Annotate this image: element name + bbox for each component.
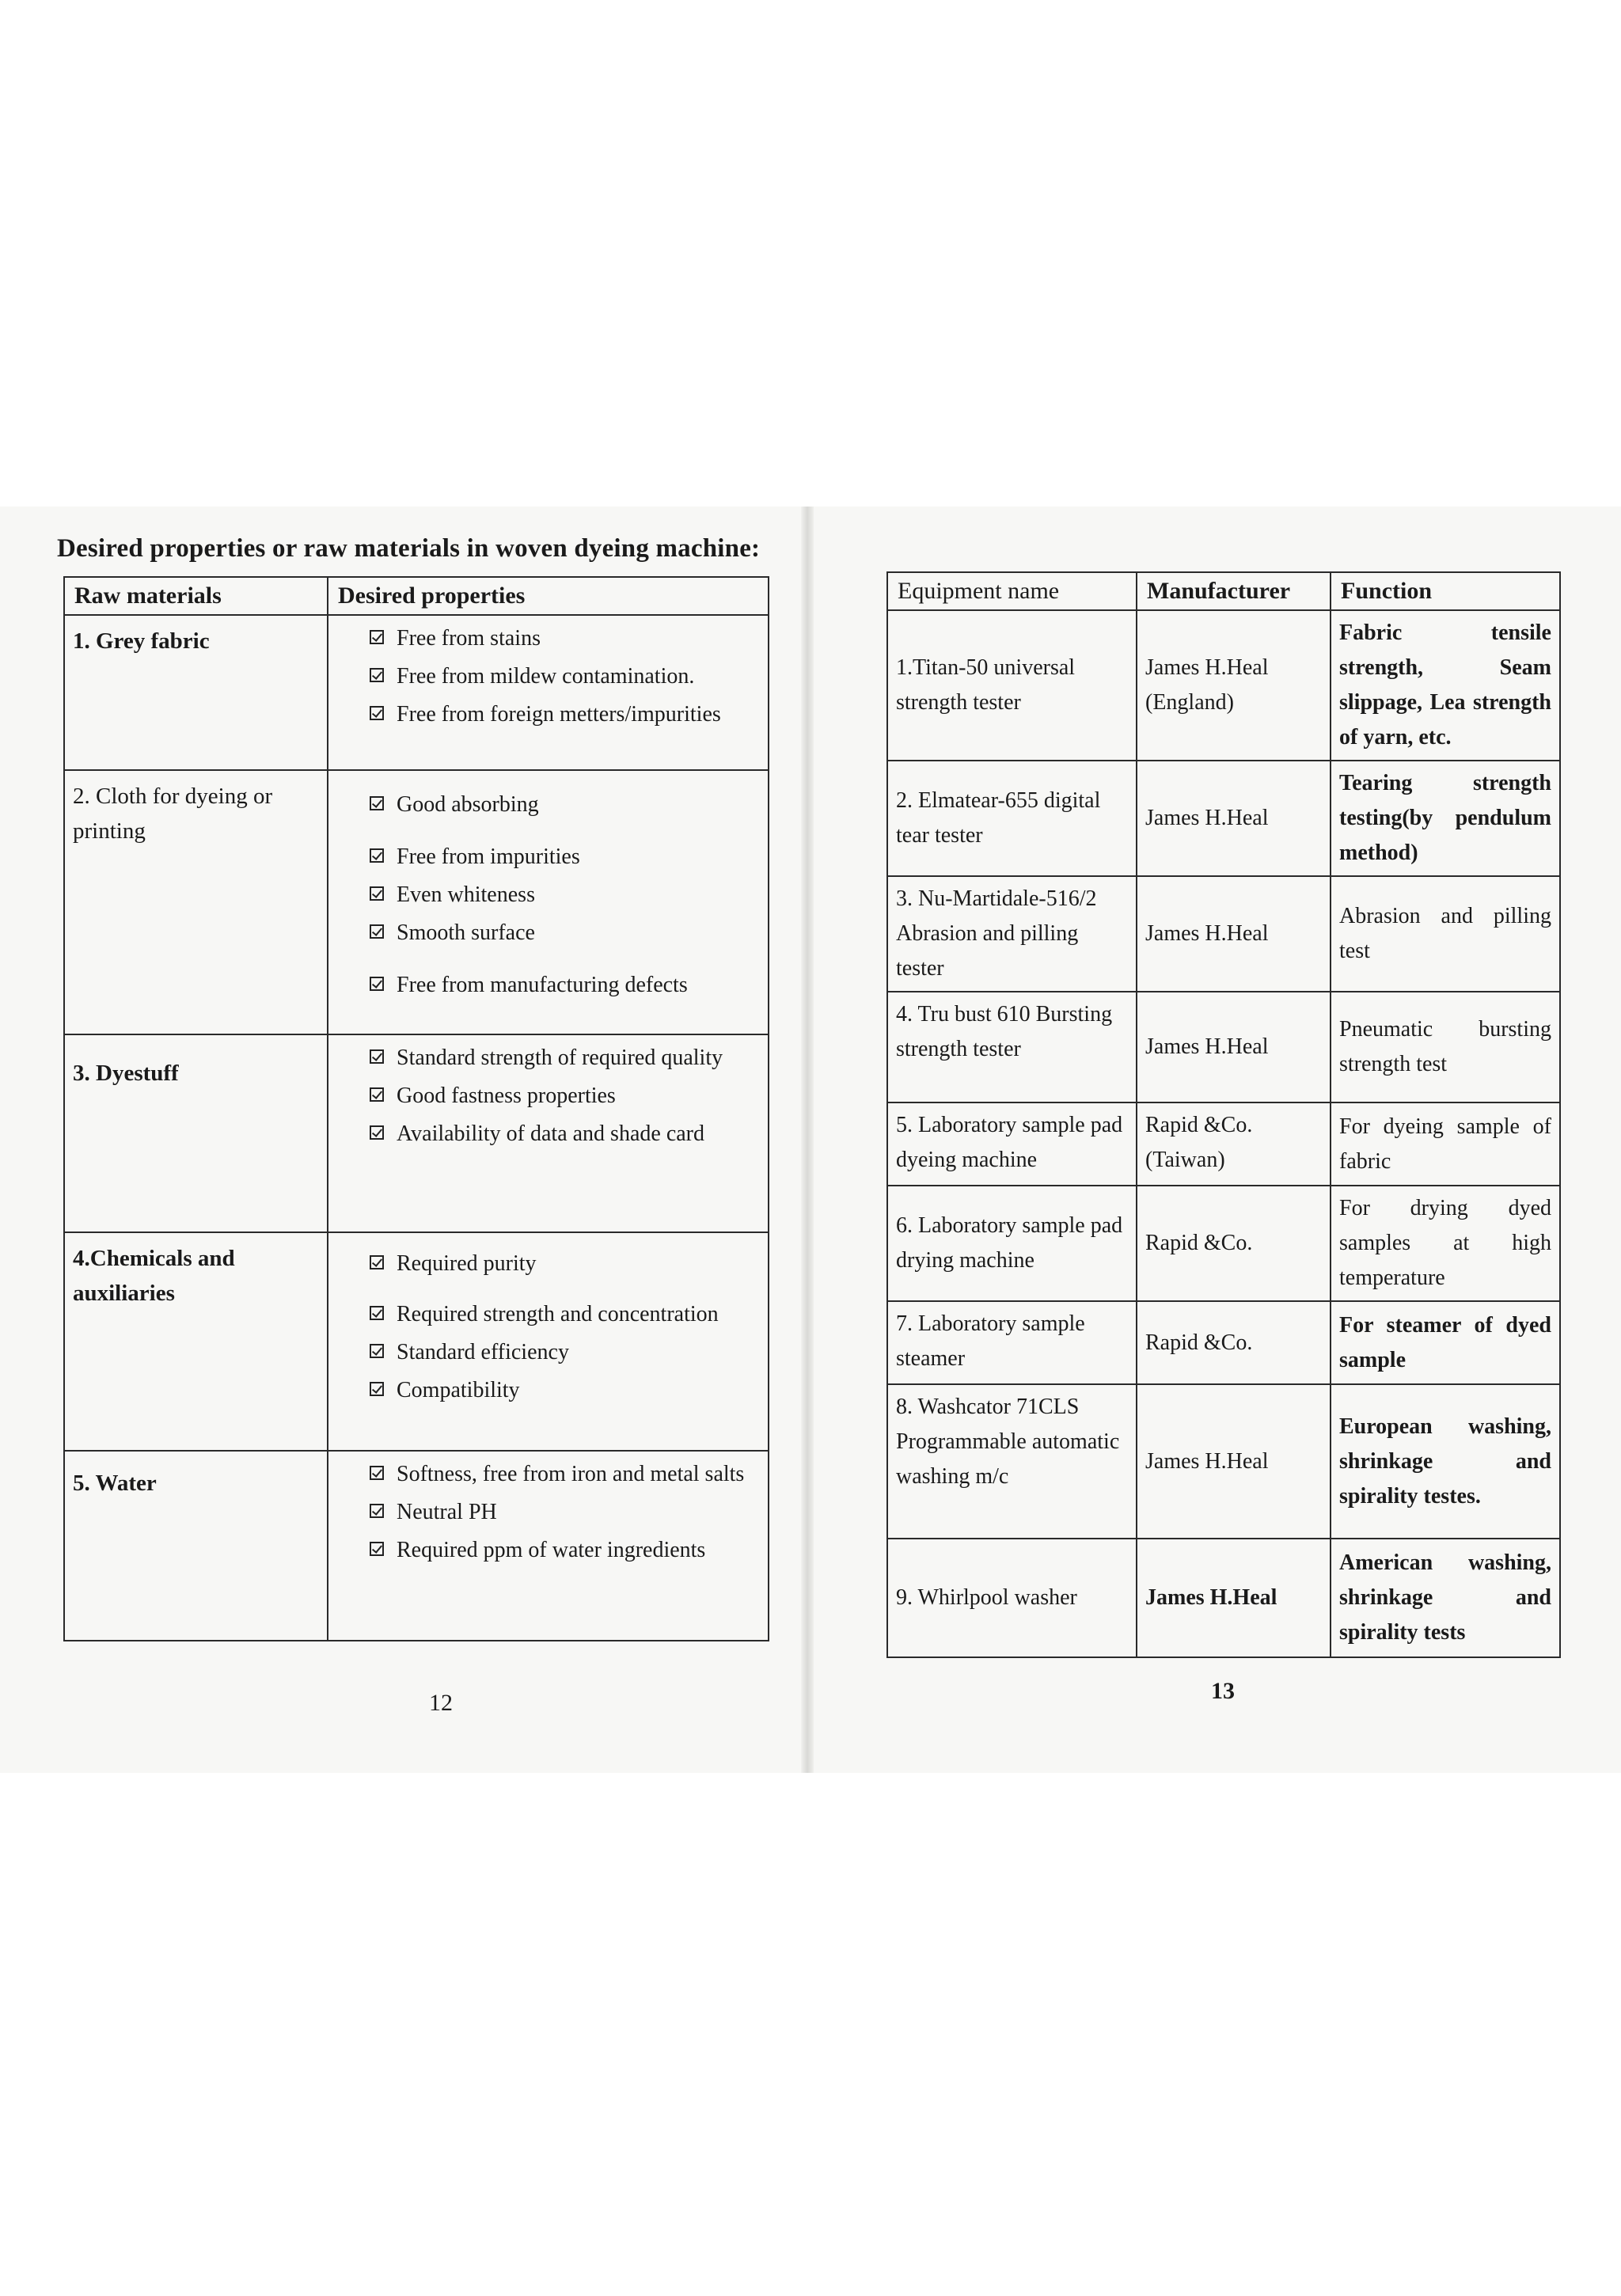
function-cell: Fabric tensile strength, Seam slippage, Lea strength of yarn, etc. [1331,610,1560,761]
property-item: Neutral PH [370,1494,760,1531]
property-item: Good absorbing [370,787,760,823]
checkbox-icon [370,1125,384,1140]
table-header-row [64,577,769,615]
material-cell: 2. Cloth for dyeing or printing [64,770,328,1034]
manufacturer-cell: Rapid &Co. [1137,1301,1331,1384]
function-cell: For dyeing sample of fabric [1331,1102,1560,1186]
checkbox-icon [370,886,384,901]
manufacturer-cell: James H.Heal [1137,876,1331,992]
table-row [887,1301,1560,1384]
table-row [887,1102,1560,1186]
properties-cell [328,615,769,770]
table-row [887,761,1560,876]
checkbox-icon [370,796,384,810]
equipment-name-cell: 7. Laboratory sample steamer [887,1301,1137,1384]
property-item: Compatibility [370,1372,760,1409]
table-row [64,1034,769,1232]
checkbox-icon [370,848,384,863]
header-desired-properties: Desired properties [328,577,769,615]
checkbox-icon [370,1344,384,1358]
properties-cell [328,1034,769,1232]
function-cell: Abrasion and pilling test [1331,876,1560,992]
equipment-name-cell: 1.Titan-50 universal strength tester [887,610,1137,761]
table-row [887,992,1560,1102]
header-equipment-name: Equipment name [887,572,1137,610]
table-row [887,1539,1560,1657]
property-item: Free from foreign metters/impurities [370,696,760,733]
page-title: Desired properties or raw materials in woven dyeing machine: [57,534,761,563]
properties-cell [328,770,769,1034]
table-header-row [887,572,1560,610]
material-cell: 4.Chemicals and auxiliaries [64,1232,328,1451]
table-row [64,615,769,770]
property-item: Standard strength of required quality [370,1040,760,1076]
manufacturer-cell: James H.Heal (England) [1137,610,1331,761]
table-row [64,1232,769,1451]
function-cell: European washing, shrinkage and spirality testes. [1331,1384,1560,1539]
property-item: Even whiteness [370,877,760,913]
checkbox-icon [370,977,384,991]
function-cell: Tearing strength testing(by pendulum method) [1331,761,1560,876]
raw-materials-table [63,576,769,1641]
function-cell: For drying dyed samples at high temperature [1331,1186,1560,1301]
table-row [887,876,1560,992]
material-cell: 1. Grey fabric [64,615,328,770]
property-item: Free from manufacturing defects [370,967,760,1004]
properties-cell [328,1451,769,1641]
manufacturer-cell: James H.Heal [1137,761,1331,876]
property-item: Required purity [370,1246,760,1282]
equipment-name-cell: 2. Elmatear-655 digital tear tester [887,761,1137,876]
equipment-name-cell: 6. Laboratory sample pad drying machine [887,1186,1137,1301]
function-cell: American washing, shrinkage and spirality tests [1331,1539,1560,1657]
book-gutter [801,507,814,1773]
manufacturer-cell: Rapid &Co. [1137,1186,1331,1301]
property-item: Required ppm of water ingredients [370,1532,760,1569]
table-row [887,1384,1560,1539]
equipment-table [886,571,1561,1658]
checkbox-icon [370,1542,384,1556]
checkbox-icon [370,1504,384,1518]
page-number-left: 12 [429,1690,453,1716]
checkbox-icon [370,1255,384,1269]
manufacturer-cell: Rapid &Co. (Taiwan) [1137,1102,1331,1186]
checkbox-icon [370,1382,384,1396]
property-item: Standard efficiency [370,1334,760,1371]
table-row [887,610,1560,761]
property-item: Required strength and concentration [370,1296,760,1333]
header-raw-materials: Raw materials [64,577,328,615]
property-item: Free from stains [370,620,760,657]
function-cell: Pneumatic bursting strength test [1331,992,1560,1102]
material-cell: 3. Dyestuff [64,1034,328,1232]
property-item: Softness, free from iron and metal salts [370,1456,760,1493]
equipment-name-cell: 3. Nu-Martidale-516/2 Abrasion and pilling tester [887,876,1137,992]
manufacturer-cell: James H.Heal [1137,992,1331,1102]
checkbox-icon [370,668,384,682]
equipment-name-cell: 5. Laboratory sample pad dyeing machine [887,1102,1137,1186]
equipment-name-cell: 8. Washcator 71CLS Programmable automatic washing m/c [887,1384,1137,1539]
checkbox-icon [370,706,384,720]
equipment-name-cell: 9. Whirlpool washer [887,1539,1137,1657]
properties-cell [328,1232,769,1451]
equipment-name-cell: 4. Tru bust 610 Bursting strength tester [887,992,1137,1102]
table-row [64,770,769,1034]
property-item: Free from impurities [370,839,760,875]
page-number-right: 13 [1211,1678,1235,1704]
checkbox-icon [370,630,384,644]
checkbox-icon [370,1049,384,1064]
manufacturer-cell: James H.Heal [1137,1384,1331,1539]
checkbox-icon [370,924,384,939]
header-manufacturer: Manufacturer [1137,572,1331,610]
property-item: Smooth surface [370,915,760,951]
table-row [64,1451,769,1641]
header-function: Function [1331,572,1560,610]
function-cell: For steamer of dyed sample [1331,1301,1560,1384]
checkbox-icon [370,1087,384,1102]
table-row [887,1186,1560,1301]
property-item: Free from mildew contamination. [370,658,760,695]
property-item: Good fastness properties [370,1078,760,1114]
property-item: Availability of data and shade card [370,1116,760,1152]
checkbox-icon [370,1306,384,1320]
material-cell: 5. Water [64,1451,328,1641]
manufacturer-cell: James H.Heal [1137,1539,1331,1657]
checkbox-icon [370,1466,384,1480]
